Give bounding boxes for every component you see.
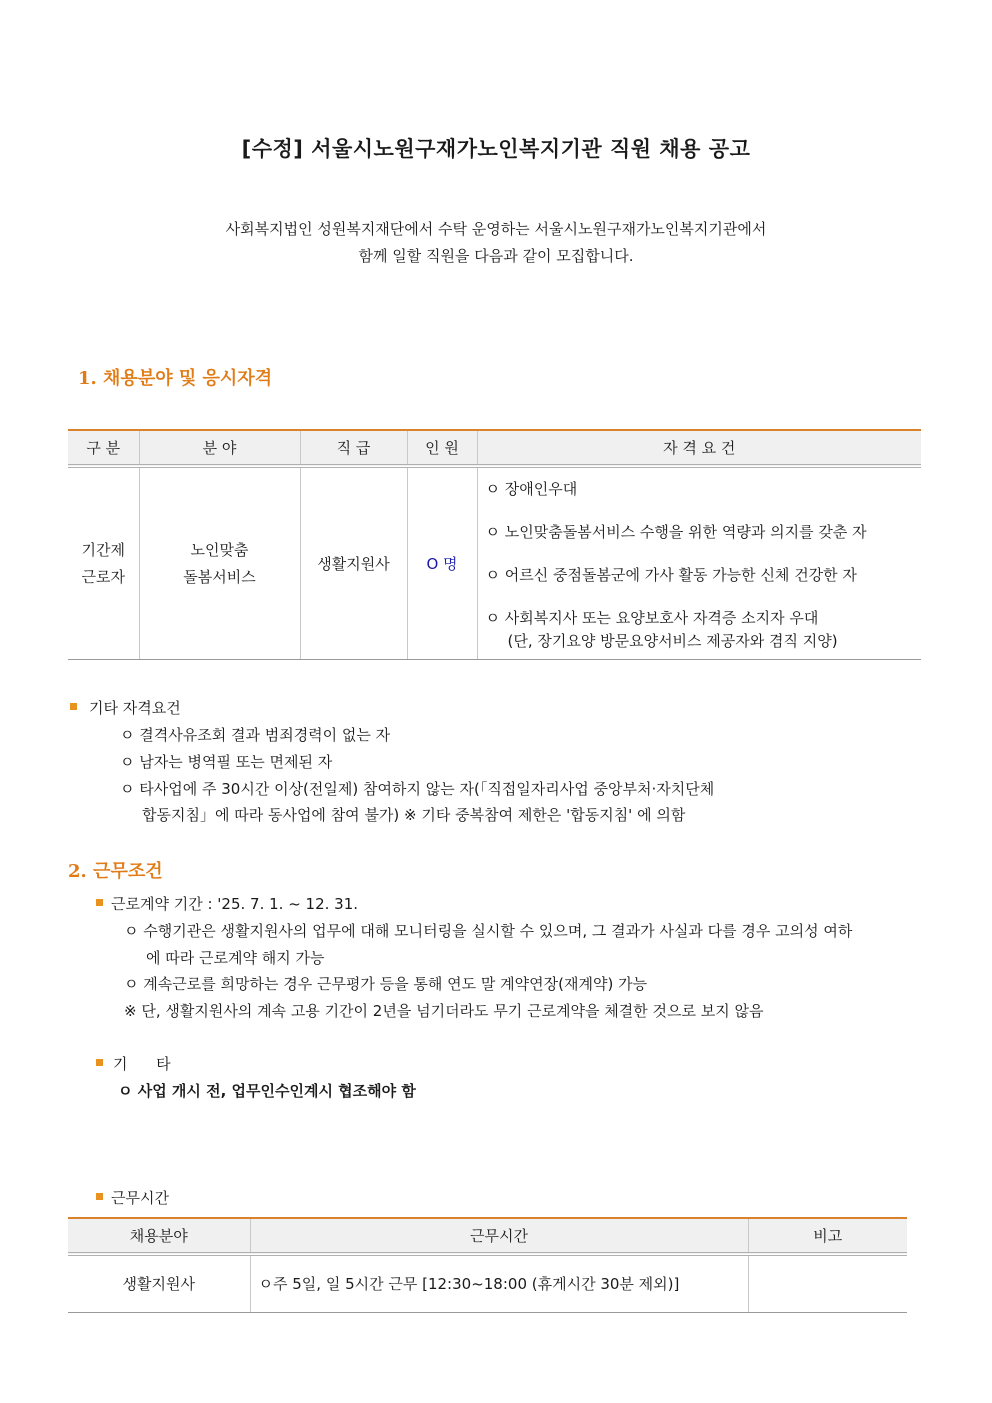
other-item: ㅇ 결격사유조회 결과 범죄경력이 없는 자 bbox=[120, 726, 391, 744]
square-bullet-icon bbox=[70, 703, 77, 710]
contract-item: ㅇ 수행기관은 생활지원사의 업무에 대해 모니터링을 실시할 수 있으며, 그 결과가 사실과 다를 경우 고의성 여하 bbox=[124, 922, 853, 940]
cell-field: 생활지원사 bbox=[68, 1254, 250, 1312]
square-bullet-icon bbox=[96, 1059, 103, 1066]
qualification-table bbox=[68, 429, 921, 660]
square-bullet-icon bbox=[96, 899, 103, 906]
cell-field bbox=[139, 466, 300, 659]
cell-count: O 명 bbox=[407, 466, 477, 659]
other-item: ㅇ 타사업에 주 30시간 이상(전일제) 참여하지 않는 자(「직접일자리사업 중앙부처·자치단체 bbox=[120, 780, 715, 798]
field-line: 노인맞춤 bbox=[190, 541, 249, 560]
header-field: 채용분야 bbox=[68, 1218, 250, 1254]
header-field: 분 야 bbox=[139, 430, 300, 466]
etc-heading-label: 기 타 bbox=[113, 1055, 171, 1073]
header-type: 구 분 bbox=[68, 430, 139, 466]
table-row bbox=[68, 1254, 907, 1312]
etc-item: ㅇ 사업 개시 전, 업무인수인계시 협조해야 함 bbox=[118, 1082, 416, 1100]
requirement-item: ㅇ 노인맞춤돌봄서비스 수행을 위한 역량과 의지를 갖춘 자 bbox=[485, 523, 867, 541]
other-item: 합동지침」에 따라 동사업에 참여 불가) ※ 기타 중복참여 제한은 '합동지침' 에 의함 bbox=[142, 806, 686, 824]
requirement-item: ㅇ 어르신 중점돌봄군에 가사 활동 가능한 신체 건강한 자 bbox=[485, 566, 857, 584]
contract-heading bbox=[96, 893, 358, 914]
table-row bbox=[68, 466, 921, 659]
other-heading-label: 기타 자격요건 bbox=[89, 699, 181, 717]
cell-rank: 생활지원사 bbox=[300, 466, 407, 659]
requirement-item: ㅇ 장애인우대 bbox=[485, 480, 578, 498]
cell-note bbox=[748, 1254, 907, 1312]
table-header-row bbox=[68, 1218, 907, 1254]
cell-requirements bbox=[477, 466, 921, 659]
square-bullet-icon bbox=[96, 1193, 103, 1200]
header-count: 인 원 bbox=[407, 430, 477, 466]
other-item: ㅇ 남자는 병역필 또는 면제된 자 bbox=[120, 753, 333, 771]
other-heading bbox=[70, 697, 181, 718]
header-note: 비고 bbox=[748, 1218, 907, 1254]
contract-heading-label: 근로계약 기간 : '25. 7. 1. ~ 12. 31. bbox=[111, 895, 359, 913]
field-line: 돌봄서비스 bbox=[183, 568, 256, 587]
section2-heading: 2. 근무조건 bbox=[68, 861, 163, 882]
hours-table bbox=[68, 1217, 907, 1313]
page-title: [수정] 서울시노원구재가노인복지기관 직원 채용 공고 bbox=[241, 137, 751, 161]
type-line: 근로자 bbox=[81, 568, 125, 587]
header-time: 근무시간 bbox=[250, 1218, 748, 1254]
table-header-row bbox=[68, 430, 921, 466]
header-rank: 직 급 bbox=[300, 430, 407, 466]
contract-item: 에 따라 근로계약 해지 가능 bbox=[146, 949, 325, 967]
contract-item: ※ 단, 생활지원사의 계속 고용 기간이 2년을 넘기더라도 무기 근로계약을 체결한 것으로 보지 않음 bbox=[124, 1002, 764, 1020]
section1-heading: 1. 채용분야 및 응시자격 bbox=[78, 368, 273, 389]
contract-item: ㅇ 계속근로를 희망하는 경우 근무평가 등을 통해 연도 말 계약연장(재계약) 가능 bbox=[124, 975, 648, 993]
requirement-item: ㅇ 사회복지사 또는 요양보호사 자격증 소지자 우대 bbox=[485, 609, 819, 627]
requirement-item: (단, 장기요양 방문요양서비스 제공자와 겸직 지양) bbox=[507, 632, 838, 650]
intro-line-1: 사회복지법인 성원복지재단에서 수탁 운영하는 서울시노원구재가노인복지기관에서 bbox=[225, 220, 767, 238]
cell-time: ㅇ주 5일, 일 5시간 근무 [12:30~18:00 (휴게시간 30분 제외)] bbox=[250, 1254, 748, 1312]
header-requirements: 자 격 요 건 bbox=[477, 430, 921, 466]
type-line: 기간제 bbox=[81, 541, 125, 560]
intro-line-2: 함께 일할 직원을 다음과 같이 모집합니다. bbox=[358, 247, 634, 265]
etc-heading bbox=[96, 1053, 171, 1074]
cell-type bbox=[68, 466, 139, 659]
hours-heading bbox=[96, 1187, 169, 1208]
hours-heading-label: 근무시간 bbox=[111, 1189, 169, 1207]
